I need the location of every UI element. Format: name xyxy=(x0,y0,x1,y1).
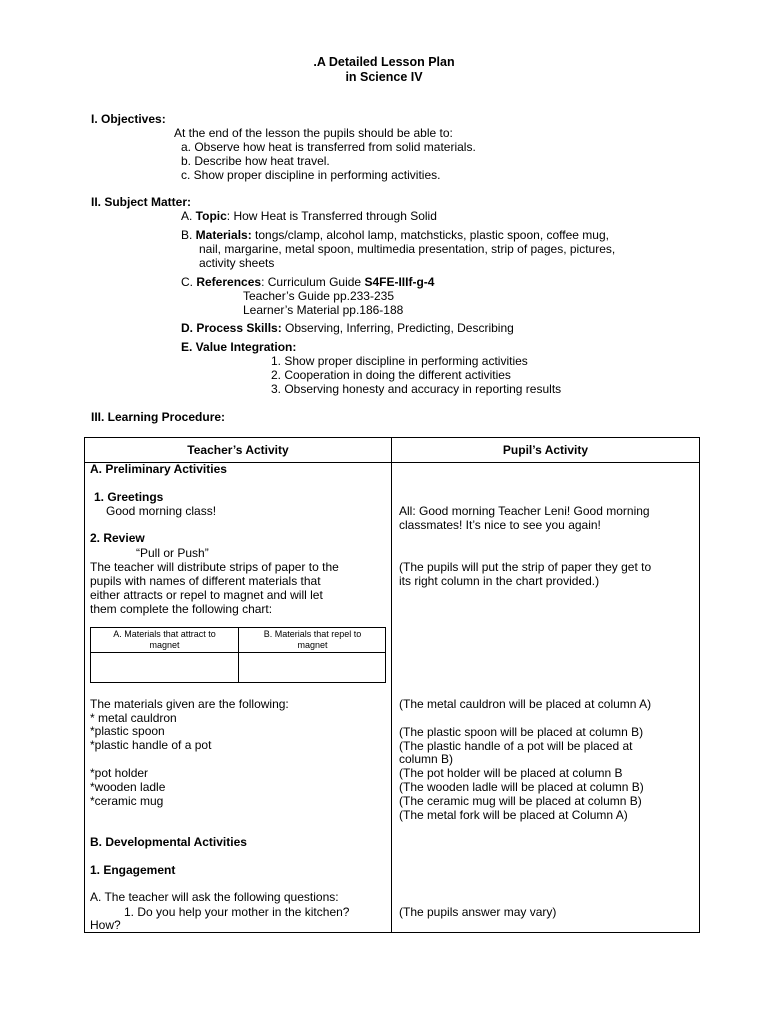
references-code: S4FE-IIIf-g-4 xyxy=(364,275,435,289)
greetings-heading: 1. Greetings xyxy=(94,490,164,504)
table-column-divider xyxy=(391,438,392,932)
materials-line xyxy=(181,228,609,242)
topic-prefix: A. xyxy=(181,209,196,223)
preliminary-activities-heading: A. Preliminary Activities xyxy=(90,462,227,476)
material-item: *ceramic mug xyxy=(90,794,164,808)
document-title: .A Detailed Lesson Plan xyxy=(313,55,455,69)
objectives-heading: I. Objectives: xyxy=(91,112,166,126)
review-text: The teacher will distribute strips of paper to the xyxy=(90,560,339,574)
materials-value: tongs/clamp, alcohol lamp, matchsticks, plastic spoon, coffee mug, xyxy=(251,228,609,242)
topic-label: Topic xyxy=(195,209,227,223)
references-prefix: C. xyxy=(181,275,197,289)
process-skills-line xyxy=(181,321,514,335)
materials-line-3: activity sheets xyxy=(199,256,275,270)
column-b-label: B. Materials that repel to xyxy=(263,629,362,639)
value-integration-heading: E. Value Integration: xyxy=(181,340,297,354)
pupil-engagement-answer: (The pupils answer may vary) xyxy=(399,905,557,919)
value-item: 1. Show proper discipline in performing activities xyxy=(271,354,528,368)
material-item: *wooden ladle xyxy=(90,780,166,794)
pupil-greeting: All: Good morning Teacher Leni! Good morning xyxy=(399,504,650,518)
objective-item: b. Describe how heat travel. xyxy=(181,154,330,168)
magnet-chart xyxy=(90,627,386,683)
magnet-chart-column-b xyxy=(239,629,386,651)
greetings-text: Good morning class! xyxy=(106,504,217,518)
review-game-title: “Pull or Push” xyxy=(136,546,209,560)
objective-item: c. Show proper discipline in performing activities. xyxy=(181,168,441,182)
topic-value: : How Heat is Transferred through Solid xyxy=(226,209,437,223)
pupil-answer: (The plastic handle of a pot will be placed at xyxy=(399,739,633,753)
column-b-label-2: magnet xyxy=(297,640,328,650)
material-item: *plastic spoon xyxy=(90,724,165,738)
materials-line-2: nail, margarine, metal spoon, multimedia presentation, strip of pages, pictures, xyxy=(199,242,616,256)
pupil-review: (The pupils will put the strip of paper they get to xyxy=(399,560,652,574)
magnet-chart-column-a xyxy=(91,629,238,651)
references-line xyxy=(181,275,434,289)
developmental-activities-heading: B. Developmental Activities xyxy=(90,835,247,849)
teacher-activity-header: Teacher’s Activity xyxy=(187,443,289,457)
materials-prefix: B. xyxy=(181,228,196,242)
pupil-greeting-cont: classmates! It’s nice to see you again! xyxy=(399,518,601,532)
pupil-answer: (The ceramic mug will be placed at column B) xyxy=(399,794,642,808)
value-item: 2. Cooperation in doing the different activities xyxy=(271,368,511,382)
review-text: either attracts or repel to magnet and will let xyxy=(90,588,323,602)
material-item: * metal cauldron xyxy=(90,711,177,725)
column-a-label-2: magnet xyxy=(149,640,180,650)
pupil-review-cont: its right column in the chart provided.) xyxy=(399,574,600,588)
material-item: *pot holder xyxy=(90,766,149,780)
references-teachers-guide: Teacher’s Guide pp.233-235 xyxy=(243,289,394,303)
pupil-answer: (The wooden ladle will be placed at column B) xyxy=(399,780,644,794)
learning-procedure-heading: III. Learning Procedure: xyxy=(91,410,226,424)
engagement-question: 1. Do you help your mother in the kitchen? xyxy=(124,905,350,919)
topic-line xyxy=(181,209,437,223)
materials-label: Materials: xyxy=(195,228,252,242)
references-value: : Curriculum Guide xyxy=(261,275,365,289)
engagement-heading: 1. Engagement xyxy=(90,863,176,877)
magnet-chart-header-divider xyxy=(91,652,385,653)
pupil-answer: (The plastic spoon will be placed at column B) xyxy=(399,725,644,739)
objectives-intro: At the end of the lesson the pupils should be able to: xyxy=(174,126,453,140)
review-text: pupils with names of different materials that xyxy=(90,574,321,588)
engagement-question-cont: How? xyxy=(90,918,121,932)
objective-item: a. Observe how heat is transferred from solid materials. xyxy=(181,140,476,154)
value-item: 3. Observing honesty and accuracy in reporting results xyxy=(271,382,562,396)
column-a-label: A. Materials that attract to xyxy=(113,629,216,639)
references-learners-material: Learner’s Material pp.186-188 xyxy=(243,303,404,317)
materials-intro: The materials given are the following: xyxy=(90,697,289,711)
pupil-activity-header: Pupil’s Activity xyxy=(502,443,589,457)
material-item: *plastic handle of a pot xyxy=(90,738,212,752)
pupil-answer: (The metal fork will be placed at Column A) xyxy=(399,808,628,822)
review-heading: 2. Review xyxy=(90,531,145,545)
pupil-answer: column B) xyxy=(399,752,454,766)
pupil-answer: (The pot holder will be placed at column B xyxy=(399,766,623,780)
engagement-intro: A. The teacher will ask the following questions: xyxy=(90,890,339,904)
document-subtitle: in Science IV xyxy=(345,70,423,84)
review-text: them complete the following chart: xyxy=(90,602,273,616)
references-label: References xyxy=(196,275,262,289)
process-skills-label: D. Process Skills: xyxy=(181,321,282,335)
subject-matter-heading: II. Subject Matter: xyxy=(91,195,192,209)
process-skills-value: Observing, Inferring, Predicting, Describing xyxy=(281,321,514,335)
pupil-answer: (The metal cauldron will be placed at column A) xyxy=(399,697,652,711)
